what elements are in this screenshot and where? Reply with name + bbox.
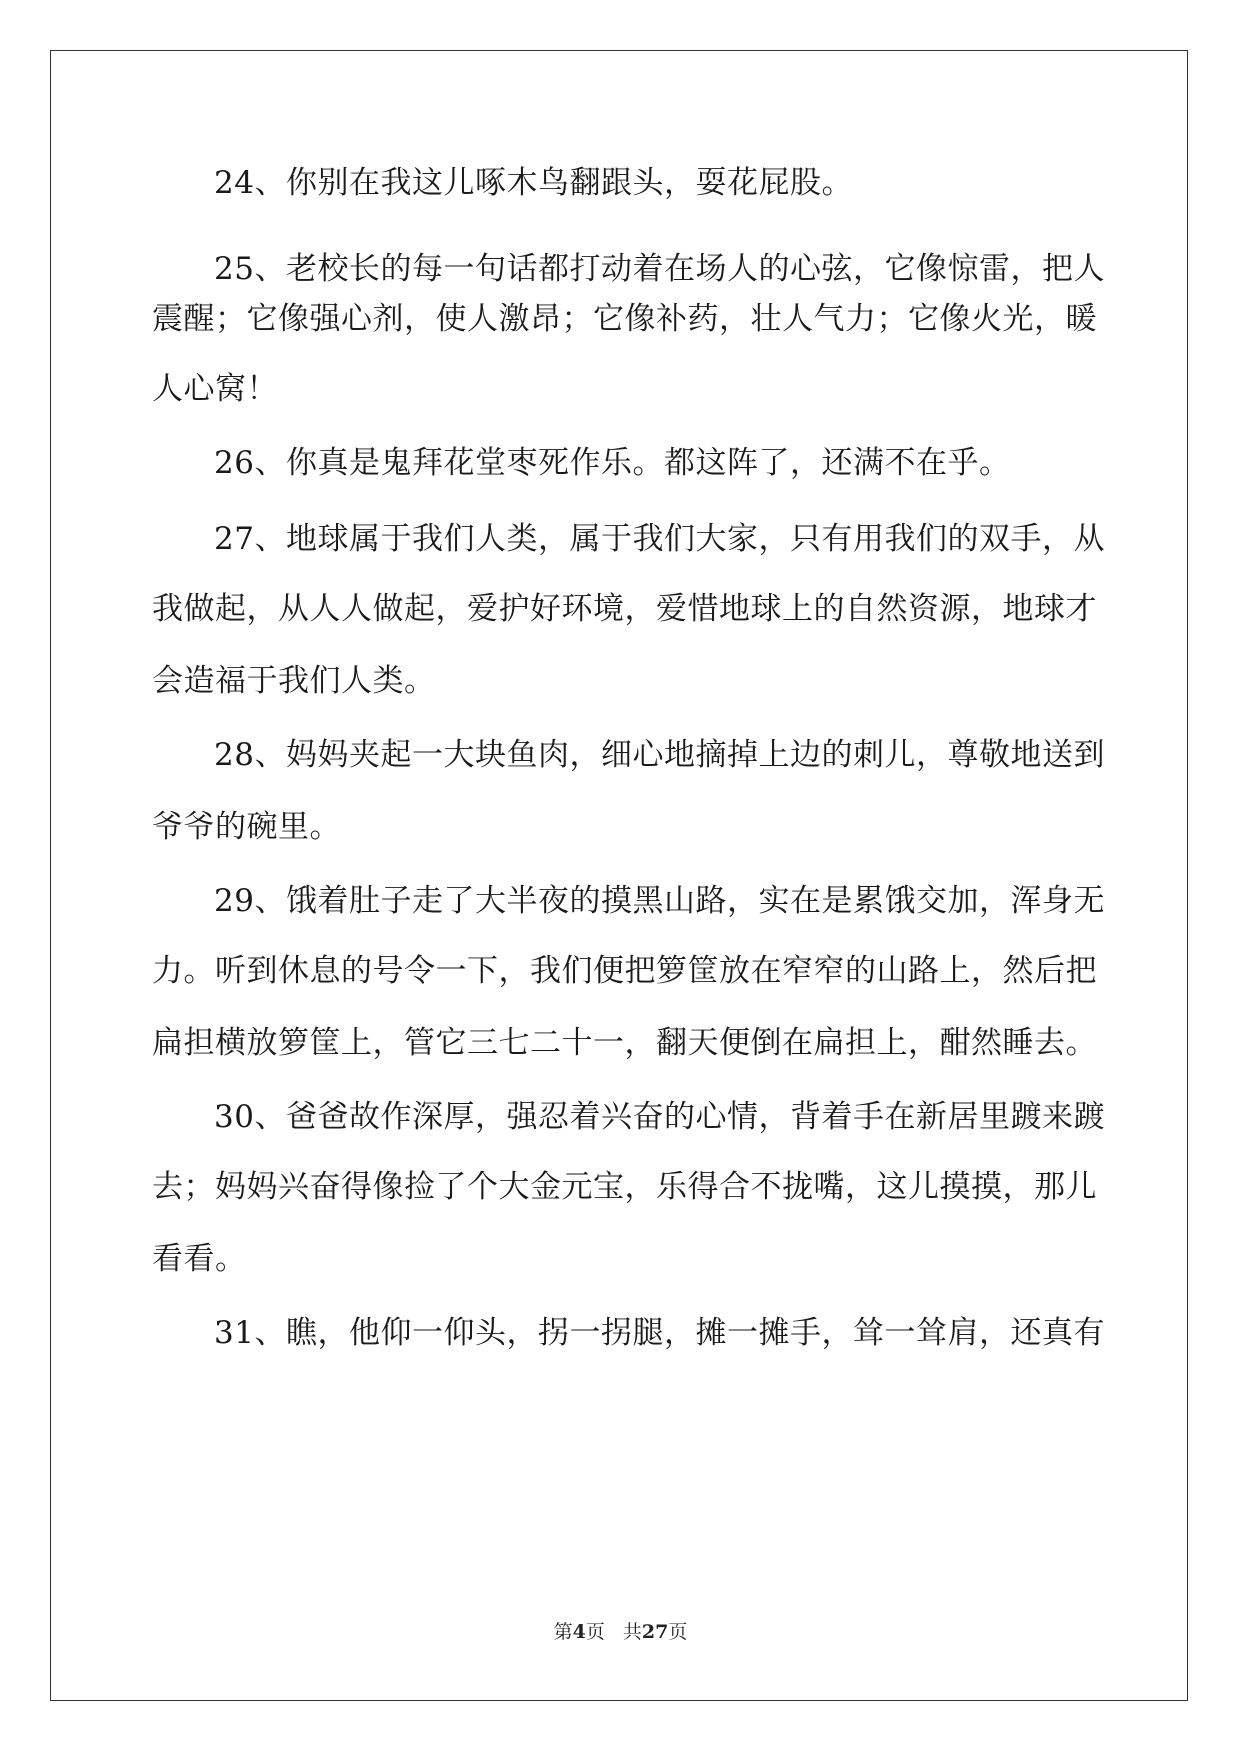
page-prefix: 第 <box>553 1621 573 1643</box>
paragraph-29-line-1: 29、饿着肚子走了大半夜的摸黑山路，实在是累饿交加，浑身无 <box>214 883 1105 919</box>
total-page-count: 27 <box>641 1621 669 1643</box>
paragraph-30-line-1: 30、爸爸故作深厚，强忍着兴奋的心情，背着手在新居里踱来踱 <box>214 1099 1105 1135</box>
page-suffix: 页 <box>585 1621 605 1643</box>
paragraph-27-line-1: 27、地球属于我们人类，属于我们大家，只有用我们的双手，从 <box>214 521 1105 557</box>
paragraph-25-line-2: 震醒；它像强心剂，使人激昂；它像补药，壮人气力；它像火光，暖 <box>152 301 1097 337</box>
paragraph-27-line-3: 会造福于我们人类。 <box>152 663 436 699</box>
page-number-footer <box>0 1620 1241 1644</box>
paragraph-24-line-1: 24、你别在我这儿啄木鸟翻跟头，耍花屁股。 <box>214 165 853 201</box>
paragraph-31-line-1: 31、瞧，他仰一仰头，拐一拐腿，摊一摊手，耸一耸肩，还真有 <box>214 1315 1105 1351</box>
paragraph-28-line-2: 爷爷的碗里。 <box>152 809 341 845</box>
paragraph-25-line-1: 25、老校长的每一句话都打动着在场人的心弦，它像惊雷，把人 <box>214 251 1105 287</box>
paragraph-29-line-3: 扁担横放箩筐上，管它三七二十一，翻天便倒在扁担上，酣然睡去。 <box>152 1025 1097 1061</box>
paragraph-29-line-2: 力。听到休息的号令一下，我们便把箩筐放在窄窄的山路上，然后把 <box>152 953 1097 989</box>
paragraph-27-line-2: 我做起，从人人做起，爱护好环境，爱惜地球上的自然资源，地球才 <box>152 591 1097 627</box>
current-page-number: 4 <box>572 1621 586 1643</box>
paragraph-28-line-1: 28、妈妈夹起一大块鱼肉，细心地摘掉上边的刺儿，尊敬地送到 <box>214 737 1105 773</box>
paragraph-30-line-2: 去；妈妈兴奋得像捡了个大金元宝，乐得合不拢嘴，这儿摸摸，那儿 <box>152 1169 1097 1205</box>
total-suffix: 页 <box>668 1621 688 1643</box>
paragraph-25-line-3: 人心窝！ <box>152 371 278 407</box>
paragraph-30-line-3: 看看。 <box>152 1241 247 1277</box>
total-prefix: 共 <box>622 1621 642 1643</box>
paragraph-26-line-1: 26、你真是鬼拜花堂枣死作乐。都这阵了，还满不在乎。 <box>214 445 1011 481</box>
